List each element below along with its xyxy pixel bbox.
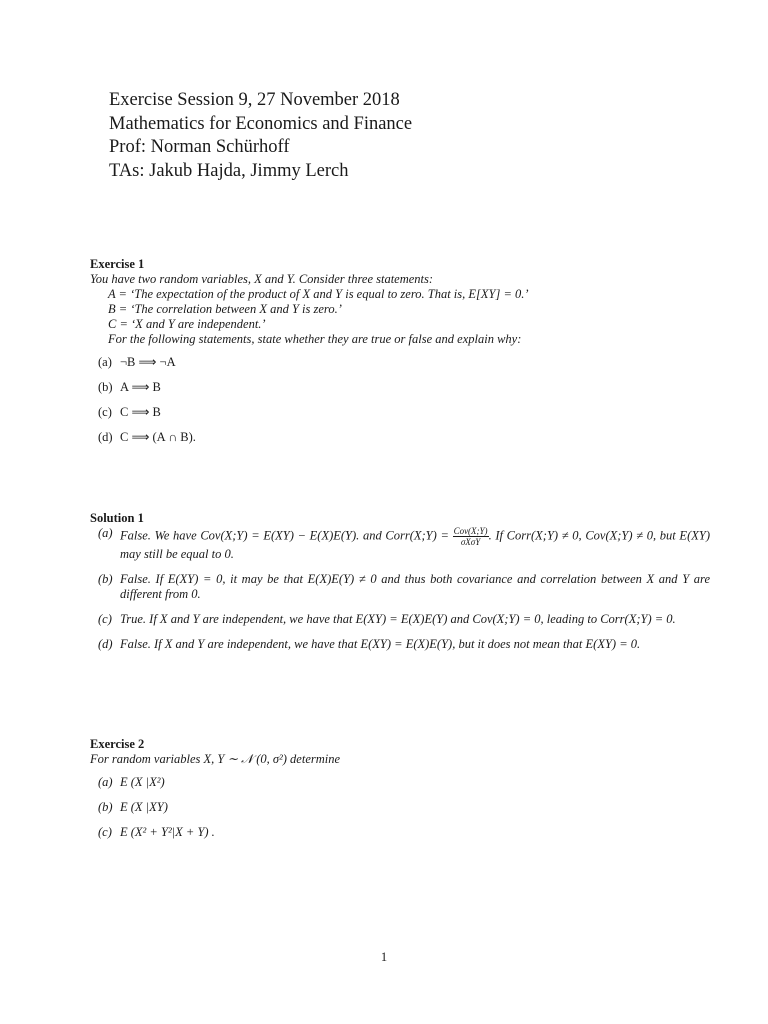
statement-a: A = ‘The expectation of the product of X and Y is equal to zero. That is, E[XY] = 0.’ <box>108 287 529 301</box>
session-title: Exercise Session 9, 27 November 2018 <box>109 90 400 110</box>
item-text: C ⟹ (A ∩ B). <box>120 430 196 444</box>
item-label: (c) <box>98 612 112 626</box>
item-text: C ⟹ B <box>120 405 161 419</box>
solution-a-text-pre: False. We have Cov(X;Y) = E(XY) − E(X)E(Y). and Corr(X;Y) = <box>120 528 453 543</box>
page-number: 1 <box>380 950 388 964</box>
item-label: (a) <box>98 775 113 789</box>
exercise-2-item-b <box>90 800 710 815</box>
item-text: E (X² + Y²|X + Y) . <box>120 825 215 839</box>
exercise-2-item-c <box>90 825 710 840</box>
exercise-1-items <box>90 355 710 445</box>
item-text: False. If E(XY) = 0, it may be that E(X)E(Y) ≠ 0 and thus both covariance and correlation between X and Y are different from 0. <box>120 572 710 601</box>
exercise-1-item-b <box>90 380 710 395</box>
item-label: (b) <box>98 572 113 586</box>
ta-line: TAs: Jakub Hajda, Jimmy Lerch <box>109 160 349 181</box>
solution-1-item-c <box>90 612 710 627</box>
exercise-2 <box>90 737 710 850</box>
item-text: E (X |XY) <box>120 800 168 814</box>
item-label: (d) <box>98 637 113 651</box>
item-text: A ⟹ B <box>120 380 161 394</box>
exercise-1-item-d <box>90 430 710 445</box>
item-text: E (X |X²) <box>120 775 165 789</box>
exercise-2-item-a <box>90 775 710 790</box>
exercise-2-title: Exercise 2 <box>90 737 145 751</box>
course-title: Mathematics for Economics and Finance <box>109 113 413 134</box>
solution-1 <box>90 511 710 662</box>
solution-a-text-post: . If Corr(X;Y) ≠ 0, Cov(X;Y) ≠ 0, but E(XY) may still be equal to 0. <box>120 528 710 561</box>
item-label: (b) <box>98 800 113 814</box>
solution-1-item-d <box>90 637 710 652</box>
fraction-numerator: Cov(X;Y) <box>453 526 488 536</box>
solution-1-title: Solution 1 <box>90 511 144 525</box>
exercise-1-intro: You have two random variables, X and Y. Consider three statements: <box>90 272 434 286</box>
solution-1-item-b <box>90 572 710 602</box>
professor-line: Prof: Norman Schürhoff <box>109 137 290 157</box>
item-label: (c) <box>98 825 112 839</box>
exercise-2-items <box>90 775 710 840</box>
item-label: (a) <box>98 526 113 540</box>
item-text: ¬B ⟹ ¬A <box>120 355 176 369</box>
exercise-1-item-a <box>90 355 710 370</box>
exercise-1 <box>90 257 710 455</box>
item-text: True. If X and Y are independent, we have that E(XY) = E(X)E(Y) and Cov(X;Y) = 0, leading to Corr(X;Y) = 0. <box>120 612 676 626</box>
item-text: False. If X and Y are independent, we have that E(XY) = E(X)E(Y), but it does not mean that E(XY) = 0. <box>120 637 641 651</box>
item-label: (a) <box>98 355 112 369</box>
item-label: (c) <box>98 405 112 419</box>
item-label: (d) <box>98 430 113 444</box>
exercise-1-title: Exercise 1 <box>90 257 145 271</box>
statement-b: B = ‘The correlation between X and Y is zero.’ <box>108 302 342 316</box>
item-label: (b) <box>98 380 113 394</box>
exercise-1-question: For the following statements, state whether they are true or false and explain why: <box>108 332 522 346</box>
fraction-denominator: σXσY <box>460 537 481 547</box>
document-header <box>109 89 412 183</box>
statement-c: C = ‘X and Y are independent.’ <box>108 317 266 331</box>
corr-fraction <box>453 526 489 547</box>
item-text <box>120 526 710 562</box>
exercise-2-intro: For random variables X, Y ∼ 𝒩 (0, σ²) determine <box>90 752 341 766</box>
solution-1-item-a <box>90 526 710 562</box>
exercise-1-item-c <box>90 405 710 420</box>
